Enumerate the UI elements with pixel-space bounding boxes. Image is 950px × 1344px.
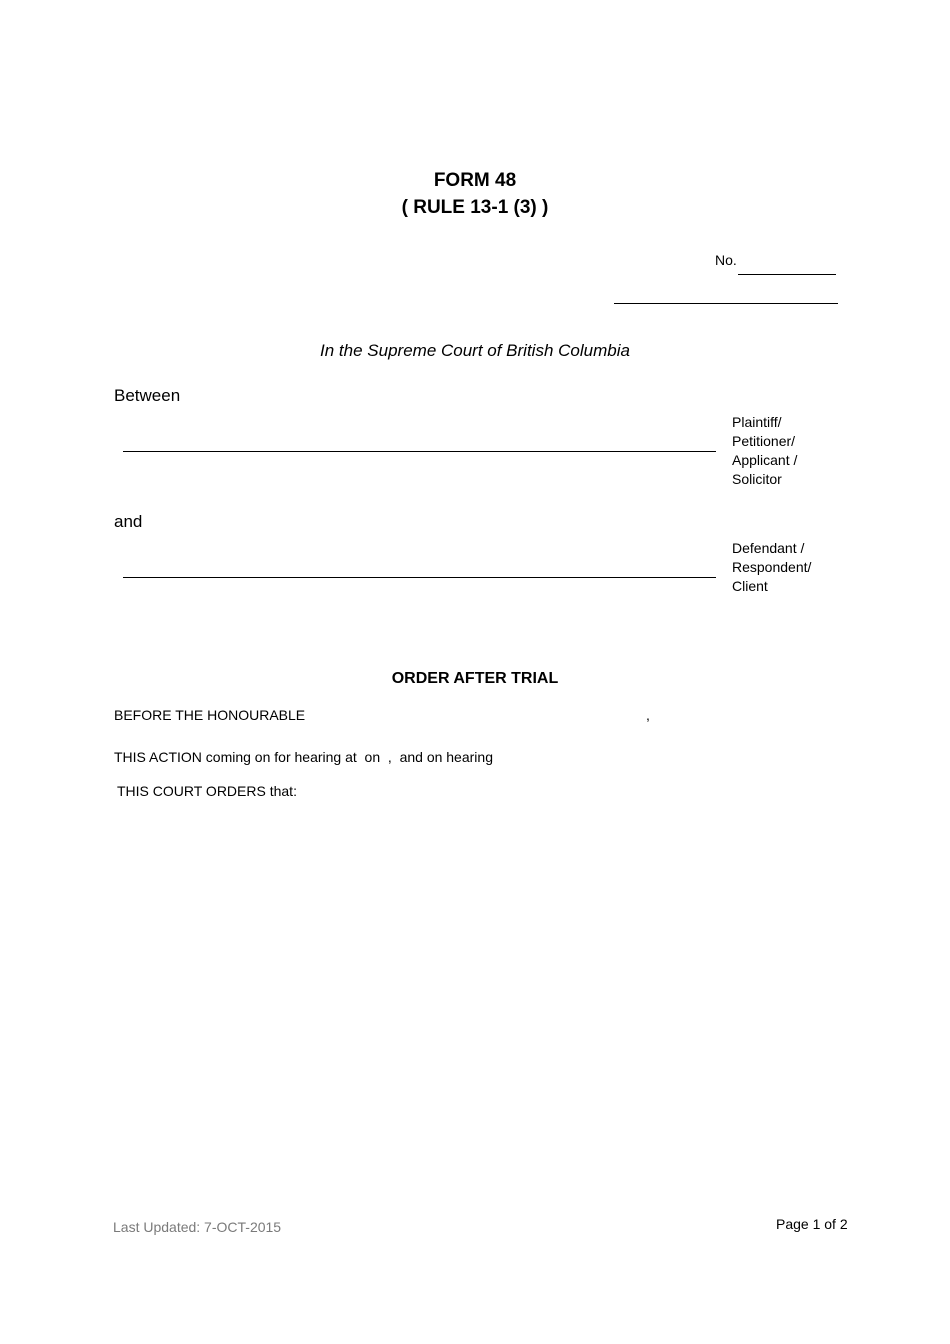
page-number: Page 1 of 2	[776, 1216, 848, 1232]
respondent-role: Respondent/	[732, 559, 812, 575]
and-label: and	[114, 512, 143, 531]
before-honourable-text: BEFORE THE HONOURABLE	[114, 707, 306, 723]
last-updated: Last Updated: 7-OCT-2015	[113, 1219, 282, 1235]
plaintiff-role-labels	[732, 413, 797, 489]
rule-reference: ( RULE 13-1 (3) )	[401, 197, 549, 218]
court-name: In the Supreme Court of British Columbia	[320, 341, 630, 360]
solicitor-role: Solicitor	[732, 471, 782, 487]
action-hearing-text: THIS ACTION coming on for hearing at on , and on hearing	[114, 749, 493, 765]
between-label: Between	[114, 386, 181, 405]
defendant-name-line[interactable]	[123, 577, 716, 578]
before-comma: ,	[646, 707, 650, 723]
registry-field-line[interactable]	[614, 303, 838, 304]
defendant-role: Defendant /	[732, 540, 805, 556]
court-orders-text: THIS COURT ORDERS that:	[117, 783, 297, 799]
plaintiff-name-line[interactable]	[123, 451, 716, 452]
number-field-line[interactable]	[738, 274, 836, 275]
defendant-role-labels	[732, 539, 811, 596]
order-title: ORDER AFTER TRIAL	[391, 670, 559, 687]
plaintiff-role: Plaintiff/	[732, 414, 782, 430]
form-title: FORM 48	[433, 170, 517, 191]
petitioner-role: Petitioner/	[732, 433, 796, 449]
applicant-role: Applicant /	[732, 452, 798, 468]
client-role: Client	[732, 578, 768, 594]
number-label: No.	[715, 252, 737, 268]
